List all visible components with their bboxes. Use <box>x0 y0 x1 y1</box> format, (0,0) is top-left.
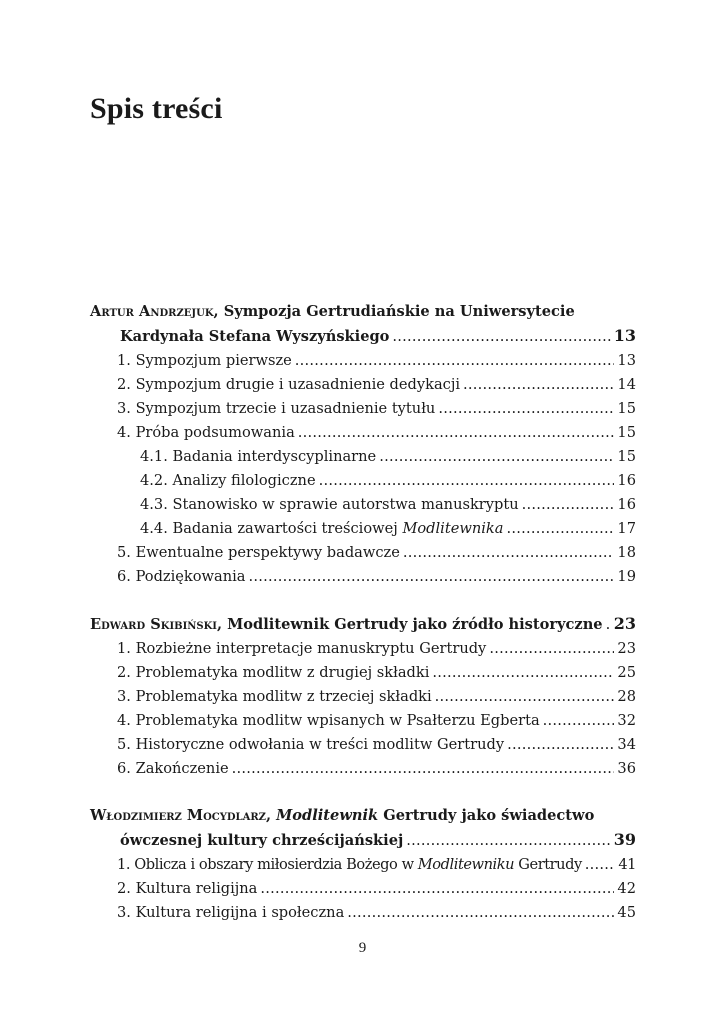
page-ref: 18 <box>617 544 636 561</box>
author-name: Włodzimierz Mocydlarz <box>90 807 266 824</box>
toc-item[interactable] <box>90 733 636 757</box>
leader-dots <box>606 613 611 637</box>
leader-dots <box>438 397 614 421</box>
toc-subitem[interactable] <box>90 493 636 517</box>
toc-item-label: 3. Kultura religijna i społeczna <box>117 904 345 921</box>
section-title: Gertrudy jako świadectwo <box>378 807 595 824</box>
toc-item-label-text: 1. Oblicza i obszary miłosierdzia Bożego w <box>117 856 418 873</box>
toc-item-label: 2. Kultura religijna <box>117 880 258 897</box>
page-ref: 15 <box>617 424 636 441</box>
leader-dots <box>260 877 614 901</box>
toc-item[interactable] <box>90 709 636 733</box>
leader-dots <box>507 733 614 757</box>
table-of-contents <box>90 300 636 948</box>
leader-dots <box>295 349 615 373</box>
leader-dots <box>379 445 614 469</box>
leader-dots <box>522 493 615 517</box>
leader-dots <box>406 829 610 853</box>
toc-subitem[interactable] <box>90 517 636 541</box>
section-heading[interactable] <box>90 300 636 324</box>
leader-dots <box>392 325 610 349</box>
toc-item[interactable] <box>90 397 636 421</box>
toc-item-label-italic: Modlitewnika <box>402 520 504 537</box>
page-ref: 16 <box>617 496 636 513</box>
section-heading-text <box>90 613 603 637</box>
leader-dots <box>506 517 614 541</box>
page-number: 9 <box>358 940 367 956</box>
page-ref: 42 <box>617 880 636 897</box>
toc-item-label: 1. Sympozjum pierwsze <box>117 352 292 369</box>
section-title-prefix: , <box>265 807 277 824</box>
toc-item[interactable] <box>90 853 636 877</box>
page-ref: 13 <box>613 326 636 345</box>
toc-item-label-suffix: Gertrudy <box>514 856 582 873</box>
author-name: Artur Andrzejuk <box>90 303 214 320</box>
page-ref: 23 <box>617 640 636 657</box>
leader-dots <box>319 469 615 493</box>
toc-item-label <box>140 517 503 541</box>
page-ref: 13 <box>617 352 636 369</box>
toc-item[interactable] <box>90 373 636 397</box>
leader-dots <box>543 709 615 733</box>
toc-item-label: 4.2. Analizy filologiczne <box>140 472 316 489</box>
toc-item-label: 4. Problematyka modlitw wpisanych w Psałterzu Egberta <box>117 712 540 729</box>
page-ref: 36 <box>617 760 636 777</box>
section-heading-continuation[interactable] <box>90 828 636 853</box>
page-ref: 19 <box>617 568 636 585</box>
toc-item-label: 2. Problematyka modlitw z drugiej składki <box>117 664 430 681</box>
section-title-continuation: Kardynała Stefana Wyszyńskiego <box>120 328 390 345</box>
leader-dots <box>463 373 614 397</box>
leader-dots <box>249 565 615 589</box>
leader-dots <box>347 901 614 925</box>
leader-dots <box>585 853 616 877</box>
page-ref: 41 <box>618 856 636 873</box>
leader-dots <box>435 685 615 709</box>
toc-item[interactable] <box>90 349 636 373</box>
section-title-italic: Modlitewnik <box>276 807 379 824</box>
toc-item[interactable] <box>90 661 636 685</box>
page-ref: 25 <box>617 664 636 681</box>
toc-subitem[interactable] <box>90 469 636 493</box>
page-ref: 15 <box>617 448 636 465</box>
toc-section-andrzejuk <box>90 300 636 589</box>
toc-item[interactable] <box>90 421 636 445</box>
toc-item-label: 5. Ewentualne perspektywy badawcze <box>117 544 400 561</box>
leader-dots <box>298 421 615 445</box>
page-title: Spis treści <box>90 92 223 125</box>
toc-item[interactable] <box>90 565 636 589</box>
author-name: Edward Skibiński <box>90 616 217 633</box>
toc-item[interactable] <box>90 541 636 565</box>
toc-item-label-italic: Modlitewniku <box>417 856 515 873</box>
toc-item-label <box>117 853 582 877</box>
toc-item[interactable] <box>90 877 636 901</box>
page-ref: 34 <box>617 736 636 753</box>
toc-item-label: 3. Sympozjum trzecie i uzasadnienie tytułu <box>117 400 436 417</box>
toc-item-label: 2. Sympozjum drugie i uzasadnienie dedykacji <box>117 376 461 393</box>
toc-item-label: 3. Problematyka modlitw z trzeciej składki <box>117 688 432 705</box>
page-ref: 39 <box>613 830 636 849</box>
leader-dots <box>403 541 615 565</box>
page-ref: 16 <box>617 472 636 489</box>
toc-item-label: 6. Zakończenie <box>117 760 229 777</box>
page-ref: 23 <box>613 614 636 633</box>
leader-dots <box>489 637 614 661</box>
section-heading[interactable] <box>90 804 636 828</box>
section-title-continuation: ówczesnej kultury chrześcijańskiej <box>120 832 404 849</box>
section-heading[interactable] <box>90 612 636 637</box>
toc-item[interactable] <box>90 901 636 925</box>
leader-dots <box>232 757 615 781</box>
section-title: , Modlitewnik Gertrudy jako źródło historyczne <box>216 616 603 633</box>
toc-item[interactable] <box>90 637 636 661</box>
toc-item-label: 5. Historyczne odwołania w treści modlitw Gertrudy <box>117 736 505 753</box>
toc-item-label: 6. Podziękowania <box>117 568 246 585</box>
toc-item-label: 1. Rozbieżne interpretacje manuskryptu Gertrudy <box>117 640 487 657</box>
toc-subitem[interactable] <box>90 445 636 469</box>
page-ref: 28 <box>617 688 636 705</box>
page-ref: 15 <box>617 400 636 417</box>
section-heading-continuation[interactable] <box>90 324 636 349</box>
toc-section-skibinski <box>90 612 636 781</box>
toc-item[interactable] <box>90 757 636 781</box>
section-title: , Sympozja Gertrudiańskie na Uniwersytecie <box>213 303 575 320</box>
toc-item-label-text: 4.4. Badania zawartości treściowej <box>140 520 403 537</box>
toc-item-label: 4.1. Badania interdyscyplinarne <box>140 448 377 465</box>
toc-item[interactable] <box>90 685 636 709</box>
toc-item-label: 4.3. Stanowisko w sprawie autorstwa manuskryptu <box>140 496 519 513</box>
page-ref: 32 <box>617 712 636 729</box>
page-ref: 17 <box>617 520 636 537</box>
page-ref: 14 <box>617 376 636 393</box>
toc-section-mocydlarz <box>90 804 636 925</box>
toc-item-label: 4. Próba podsumowania <box>117 424 295 441</box>
page-ref: 45 <box>617 904 636 921</box>
leader-dots <box>432 661 614 685</box>
